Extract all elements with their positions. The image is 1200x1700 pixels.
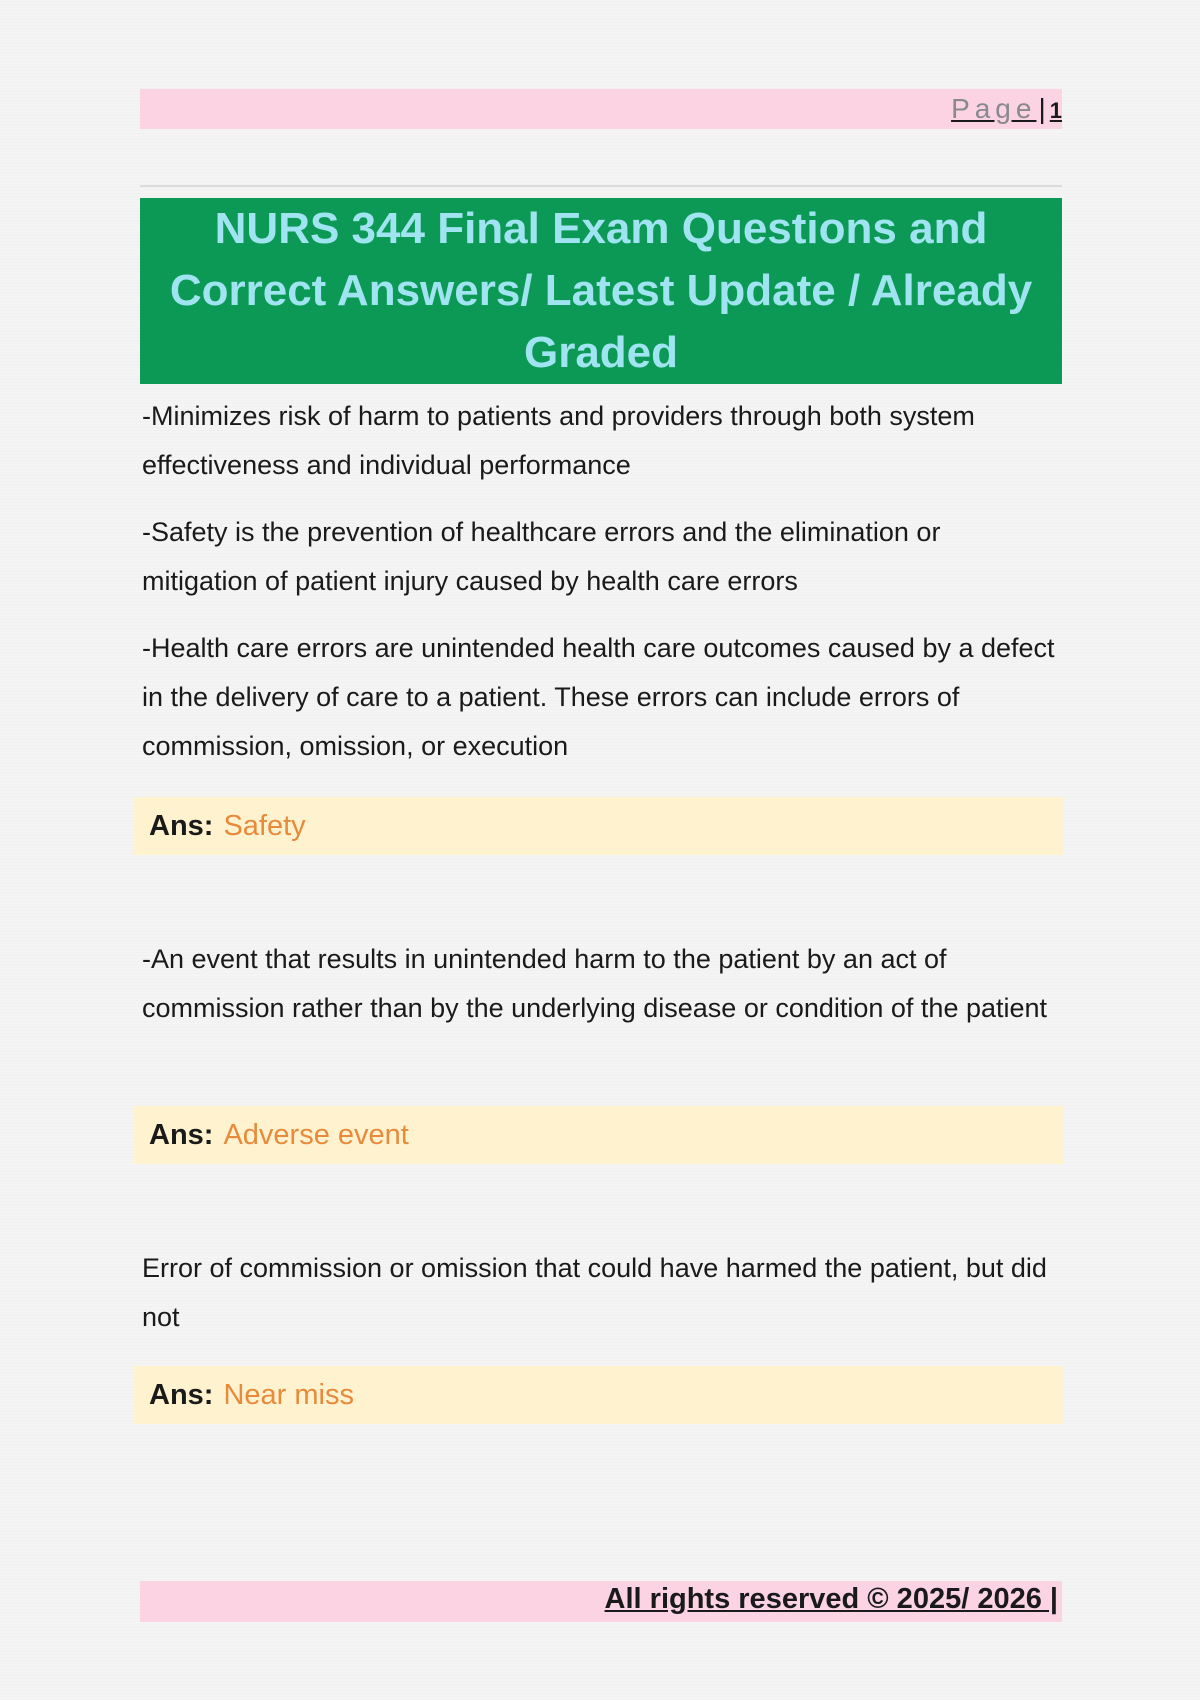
answer-value-2: Adverse event (223, 1118, 409, 1151)
answer-label-1: Ans: (149, 809, 214, 842)
question-block-3 (140, 1244, 1062, 1360)
page-separator: | (1038, 93, 1046, 124)
document-title: NURS 344 Final Exam Questions and Correct Answers/ Latest Update / Already Graded (169, 204, 1033, 377)
copyright-notice: All rights reserved © 2025/ 2026 | (604, 1583, 1058, 1615)
page-footer (140, 1581, 1062, 1622)
page-number-label (951, 93, 1062, 125)
answer-box-3 (134, 1366, 1064, 1424)
title-banner (140, 198, 1062, 384)
answer-box-1 (134, 797, 1064, 855)
question-1-paragraph-1: -Minimizes risk of harm to patients and providers through both system effectiveness and individual performance (142, 401, 975, 480)
question-1-paragraph-3: -Health care errors are unintended health care outcomes caused by a defect in the delivery of care to a patient. These errors can include errors of commission, omission, or execution (142, 633, 1055, 761)
header-divider (140, 185, 1062, 187)
question-block-2 (140, 935, 1062, 1051)
question-2-paragraph-1: -An event that results in unintended harm to the patient by an act of commission rather than by the underlying disease or condition of the patient (142, 944, 1048, 1023)
answer-label-2: Ans: (149, 1118, 214, 1151)
answer-value-3: Near miss (223, 1378, 354, 1411)
answer-label-3: Ans: (149, 1378, 214, 1411)
answer-box-2 (134, 1106, 1064, 1164)
page-number: 1 (1049, 98, 1062, 123)
page-word: Page (951, 93, 1037, 124)
question-3-paragraph-1: Error of commission or omission that could have harmed the patient, but did not (142, 1253, 1047, 1332)
page-header (140, 89, 1062, 129)
question-1-paragraph-2: -Safety is the prevention of healthcare errors and the elimination or mitigation of patient injury caused by health care errors (142, 517, 941, 596)
answer-value-1: Safety (223, 809, 306, 842)
question-block-1 (140, 392, 1062, 789)
